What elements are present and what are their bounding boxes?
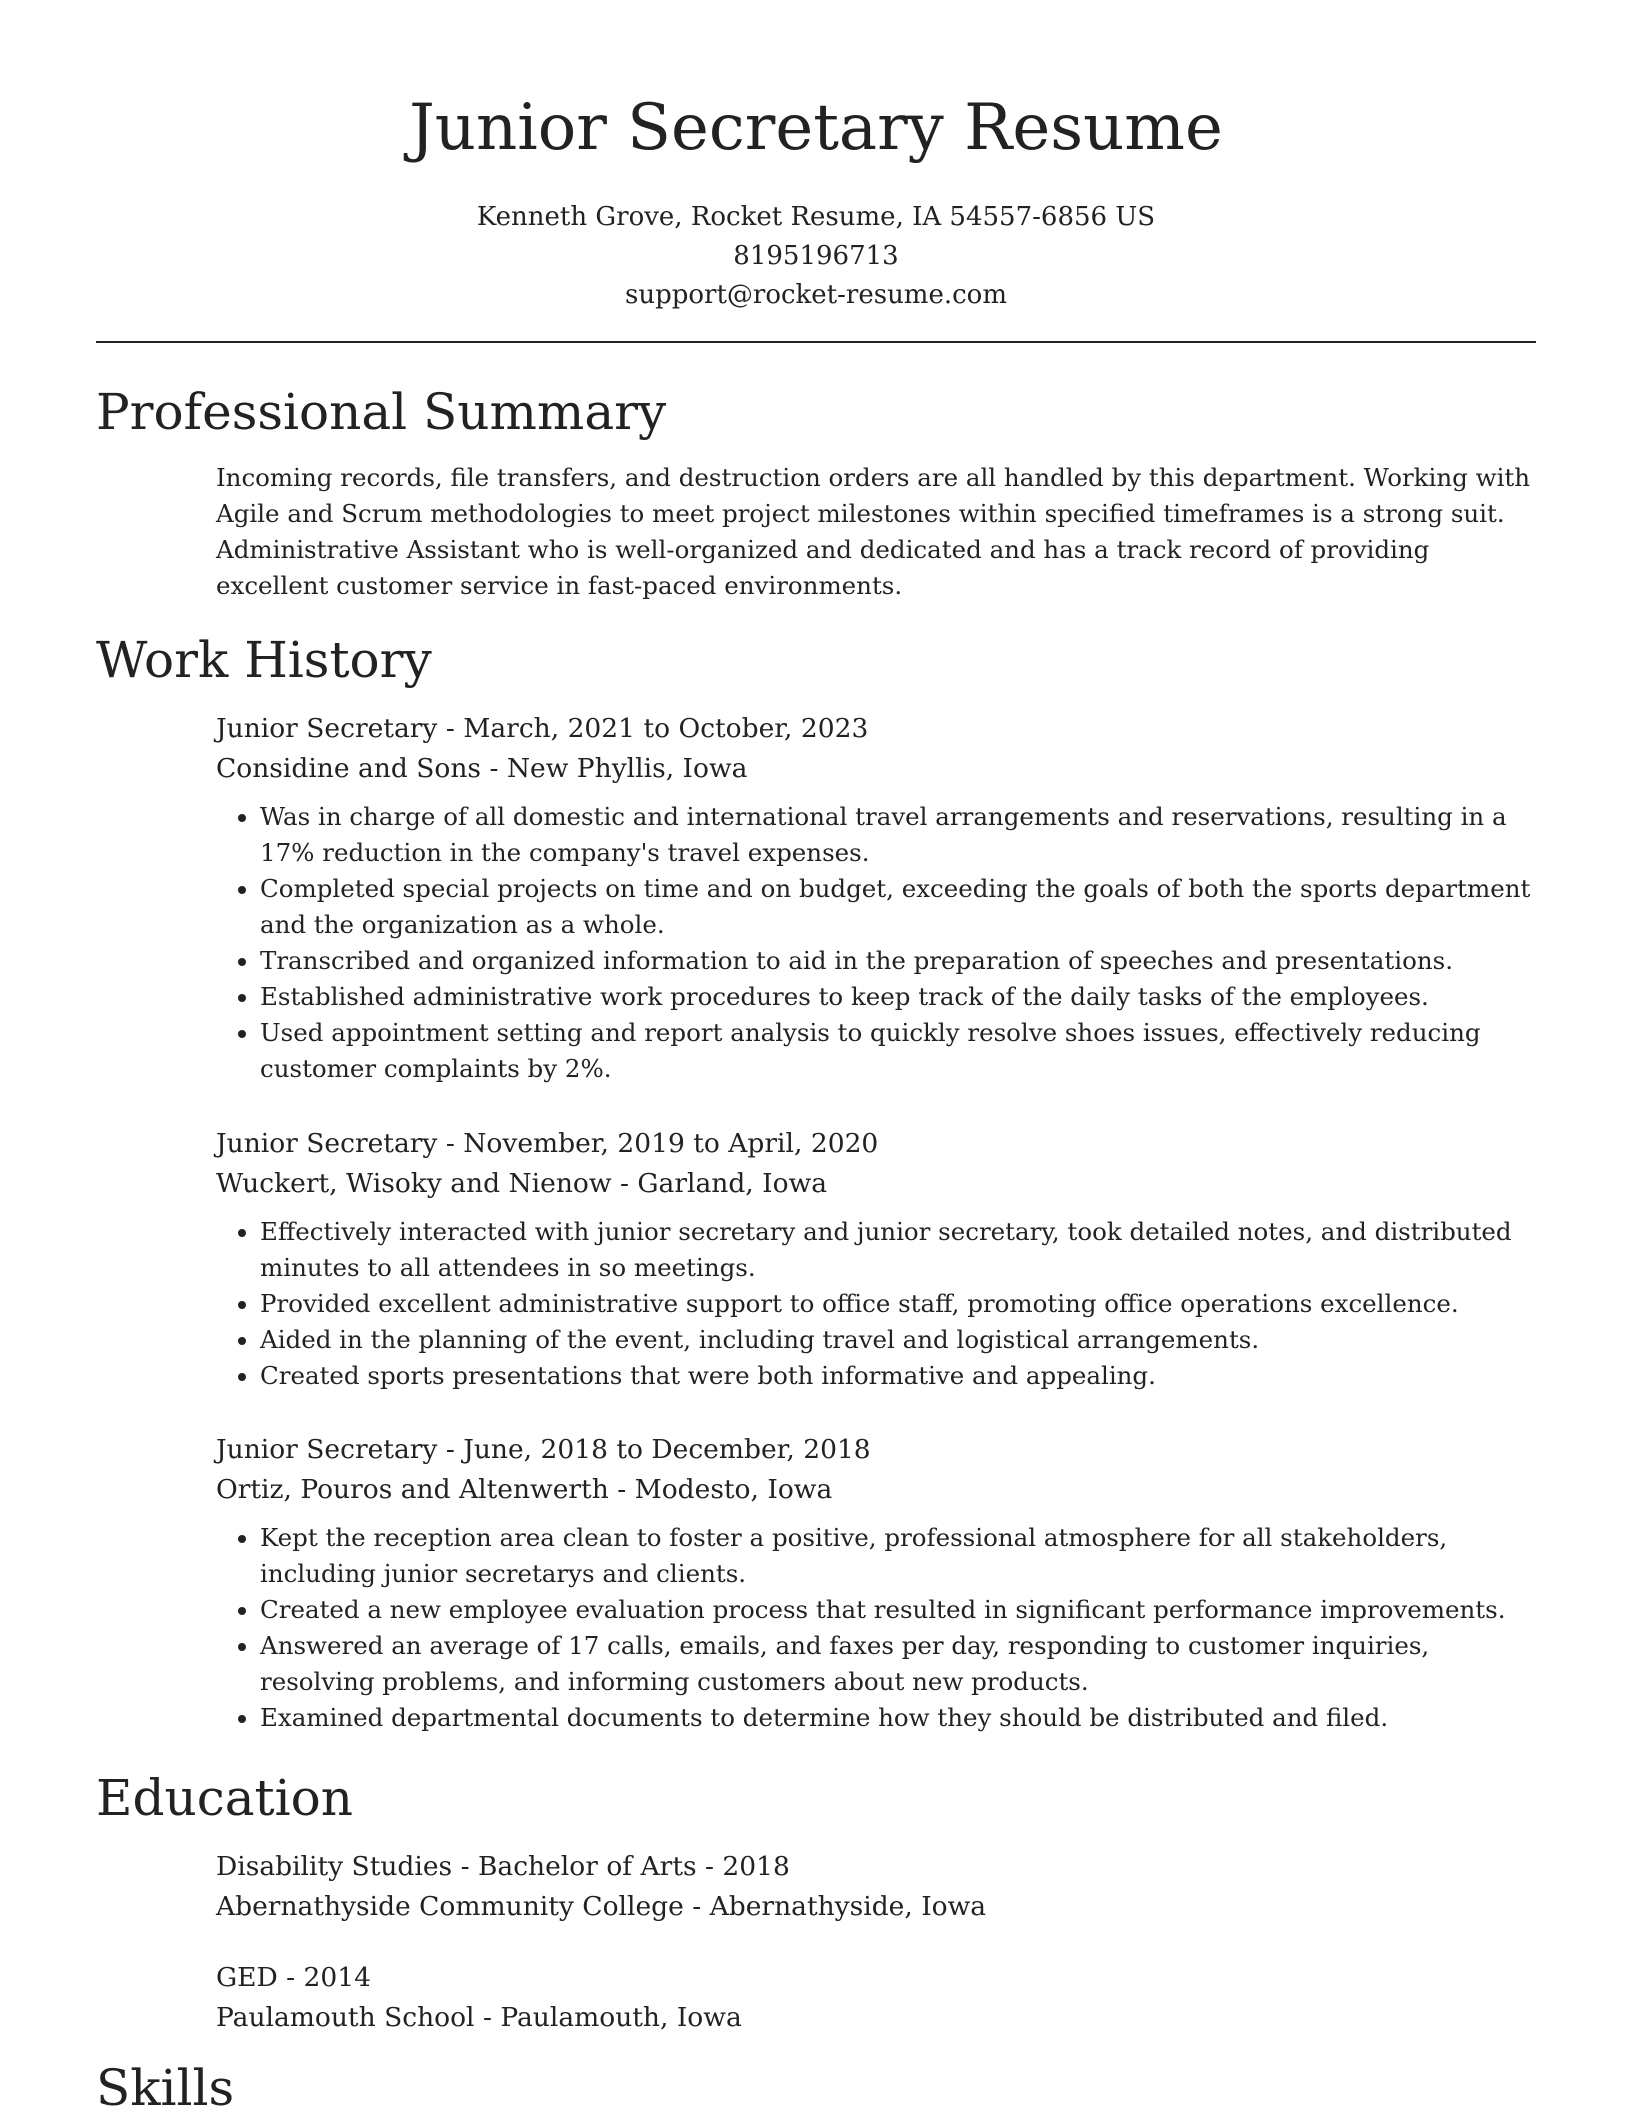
contact-address: Kenneth Grove, Rocket Resume, IA 54557-6856 US	[476, 202, 1156, 232]
job-company-line: Considine and Sons - New Phyllis, Iowa	[216, 753, 748, 784]
education-location: Abernathyside, Iowa	[709, 1891, 987, 1922]
education-entry	[216, 1958, 1536, 2038]
resume-page	[96, 0, 1536, 2117]
job-bullet: • Created sports presentations that were both informative and appealing.	[260, 1358, 1536, 1394]
job-dates: June, 2018 to December, 2018	[463, 1434, 871, 1465]
contact-info	[96, 198, 1536, 315]
job-location: Garland, Iowa	[637, 1168, 828, 1199]
job-bullet: • Kept the reception area clean to foster a positive, professional atmosphere for all stakeholders, including junior secretarys and clients.	[260, 1520, 1536, 1592]
education-school: Paulamouth School	[216, 2002, 475, 2033]
job-company-line: Wuckert, Wisoky and Nienow - Garland, Iowa	[216, 1168, 828, 1199]
job-entry	[216, 709, 1536, 1087]
summary-text: Incoming records, file transfers, and destruction orders are all handled by this department. Working with Agile and Scrum methodologies to meet project milestones within specified timeframes is a strong suit. Administrative Assistant who is well-organized and dedicated and has a track record of providing excellent customer service in fast-paced environments.	[216, 463, 1531, 600]
education-location: Paulamouth, Iowa	[500, 2002, 742, 2033]
job-title-line: Junior Secretary - March, 2021 to October, 2023	[216, 713, 869, 744]
job-bullet: • Established administrative work procedures to keep track of the daily tasks of the employees.	[260, 979, 1536, 1015]
job-entry	[216, 1124, 1536, 1394]
job-entry	[216, 1430, 1536, 1736]
job-bullet: • Answered an average of 17 calls, emails, and faxes per day, responding to customer inquiries, resolving problems, and informing customers about new products.	[260, 1628, 1536, 1700]
job-company: Ortiz, Pouros and Altenwerth	[216, 1474, 609, 1505]
section-title-education: Education	[96, 1769, 353, 1827]
job-dates: March, 2021 to October, 2023	[463, 713, 869, 744]
job-title-line: Junior Secretary - November, 2019 to April, 2020	[216, 1128, 879, 1159]
section-title-skills: Skills	[96, 2059, 235, 2117]
job-bullet: • Used appointment setting and report analysis to quickly resolve shoes issues, effectively reducing customer complaints by 2%.	[260, 1015, 1536, 1087]
job-bullet: • Effectively interacted with junior secretary and junior secretary, took detailed notes, and distributed minutes to all attendees in so meetings.	[260, 1214, 1536, 1286]
job-company: Wuckert, Wisoky and Nienow	[216, 1168, 612, 1199]
job-bullet: • Was in charge of all domestic and international travel arrangements and reservations, resulting in a 17% reduction in the company's travel expenses.	[260, 799, 1536, 871]
job-bullet: • Provided excellent administrative support to office staff, promoting office operations excellence.	[260, 1286, 1536, 1322]
education-degree-line: Disability Studies - Bachelor of Arts - 2018	[216, 1851, 790, 1882]
job-bullet: • Transcribed and organized information to aid in the preparation of speeches and presentations.	[260, 943, 1536, 979]
job-title: Junior Secretary	[216, 1128, 438, 1159]
education-school: Abernathyside Community College	[216, 1891, 684, 1922]
summary-block	[216, 460, 1536, 604]
job-bullet: • Aided in the planning of the event, including travel and logistical arrangements.	[260, 1322, 1536, 1358]
header-divider	[96, 341, 1536, 343]
education-entry	[216, 1847, 1536, 1927]
job-bullet: • Completed special projects on time and on budget, exceeding the goals of both the sports department and the organization as a whole.	[260, 871, 1536, 943]
contact-phone: 8195196713	[733, 241, 899, 271]
education-school-line: Abernathyside Community College - Abernathyside, Iowa	[216, 1891, 987, 1922]
job-bullets	[216, 1214, 1536, 1394]
education-degree-line: GED - 2014	[216, 1962, 372, 1993]
job-title: Junior Secretary	[216, 1434, 438, 1465]
section-title-work: Work History	[96, 631, 432, 689]
section-title-summary: Professional Summary	[96, 383, 667, 441]
education-school-line: Paulamouth School - Paulamouth, Iowa	[216, 2002, 742, 2033]
contact-email: support@rocket-resume.com	[624, 280, 1007, 310]
job-location: Modesto, Iowa	[634, 1474, 833, 1505]
job-title-line: Junior Secretary - June, 2018 to December, 2018	[216, 1434, 871, 1465]
job-location: New Phyllis, Iowa	[506, 753, 748, 784]
job-bullet: • Created a new employee evaluation process that resulted in significant performance improvements.	[260, 1592, 1536, 1628]
job-dates: November, 2019 to April, 2020	[463, 1128, 879, 1159]
job-bullets	[216, 799, 1536, 1087]
resume-title: Junior Secretary Resume	[409, 91, 1223, 165]
job-bullets	[216, 1520, 1536, 1736]
job-company-line: Ortiz, Pouros and Altenwerth - Modesto, Iowa	[216, 1474, 833, 1505]
job-title: Junior Secretary	[216, 713, 438, 744]
job-company: Considine and Sons	[216, 753, 482, 784]
job-bullet: • Examined departmental documents to determine how they should be distributed and filed.	[260, 1700, 1536, 1736]
resume-header	[96, 0, 1536, 315]
